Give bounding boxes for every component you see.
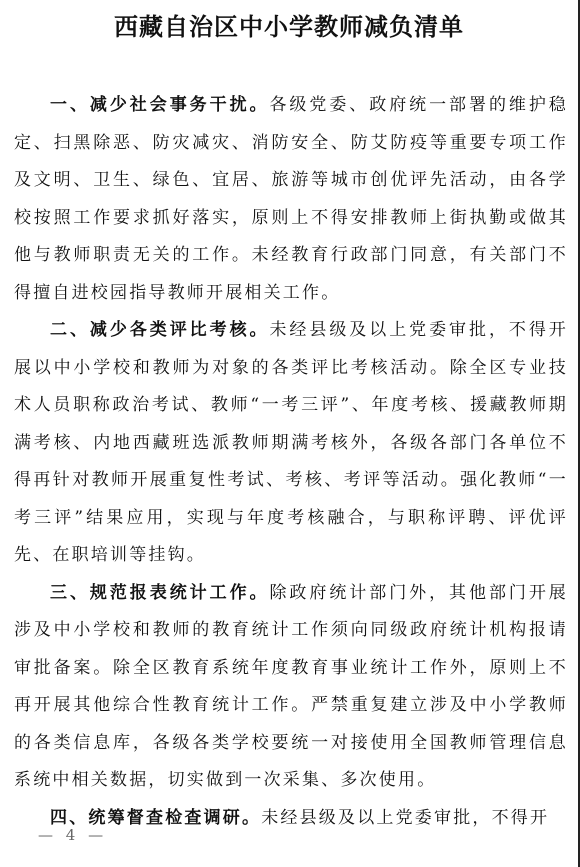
paragraph-1 (14, 87, 568, 312)
paragraph-3-text: 除政府统计部门外，其他部门开展涉及中小学校和教师的教育统计工作须向同级政府统计机构报请审批备案。除全区教育系统年度教育事业统计工作外，原则上不再开展其他综合性教育统计工作。严禁重复建立涉及中小学教师的各类信息库，各级各类学校要统一对接使用全国教师管理信息系统中相关数据，切实做到一次采集、多次使用。 (14, 582, 569, 790)
paragraph-3 (14, 575, 568, 800)
paragraph-2 (14, 312, 568, 575)
paragraph-2-heading: 二、减少各类评比考核。 (50, 320, 270, 340)
paragraph-1-heading: 一、减少社会事务干扰。 (50, 95, 270, 115)
document-body (14, 87, 568, 837)
page-number: — 4 — (38, 826, 108, 844)
paragraph-4-heading: 四、统筹督查检查调研。 (50, 807, 262, 828)
document-title: 西藏自治区中小学教师减负清单 (114, 12, 464, 41)
paragraph-3-heading: 三、规范报表统计工作。 (50, 582, 270, 603)
paragraph-1-text: 各级党委、政府统一部署的维护稳定、扫黑除恶、防灾减灾、消防安全、防艾防疫等重要专项工作及文明、卫生、绿色、宜居、旅游等城市创优评先活动，由各学校按照工作要求抓好落实，原则上不得安排教师上街执勤或做其他与教师职责无关的工作。未经教育行政部门同意，有关部门不得擅自进校园指导教师开展相关工作。 (14, 95, 569, 303)
paragraph-2-text: 未经县级及以上党委审批，不得开展以中小学校和教师为对象的各类评比考核活动。除全区专业技术人员职称政治考试、教师“一考三评”、年度考核、援藏教师期满考核、内地西藏班选派教师期满考核外，各级各部门各单位不得再针对教师开展重复性考试、考核、考评等活动。强化教师“一考三评”结果应用，实现与年度考核融合，与职称评聘、评优评先、在职培训等挂钩。 (14, 320, 569, 565)
paragraph-4-text: 未经县级及以上党委审批，不得开 (261, 807, 550, 828)
